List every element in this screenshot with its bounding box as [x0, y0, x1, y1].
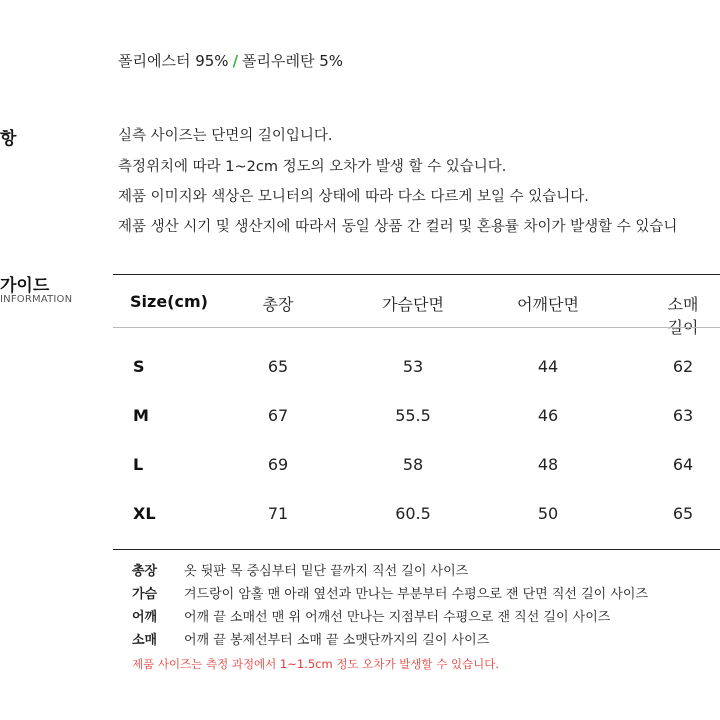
cell-total-length: 67 — [267, 406, 289, 425]
cell-shoulder-width: 46 — [537, 406, 559, 425]
cell-sleeve-length: 63 — [672, 406, 694, 425]
material-composition — [118, 50, 343, 71]
table-top-rule — [113, 274, 720, 275]
notice-line-4: 제품 생산 시기 및 생산지에 따라서 동일 상품 간 컬러 및 혼용률 차이가 발생할 수 있습니 — [118, 219, 678, 235]
size-guide-title: 가이드 — [0, 276, 50, 296]
cell-shoulder-width: 48 — [537, 455, 559, 474]
definition-item — [132, 583, 648, 602]
notice-heading: 항 — [0, 129, 17, 149]
definition-text: 겨드랑이 암홀 맨 아래 옆선과 만나는 부분부터 수평으로 잰 단면 직선 길이 사이즈 — [184, 587, 649, 602]
material-separator: / — [232, 52, 239, 70]
definition-text: 어깨 끝 소매선 맨 위 어깨선 만나는 지점부터 수평으로 잰 직선 길이 사이즈 — [184, 610, 611, 625]
measurement-warning: 제품 사이즈는 측정 과정에서 1~1.5cm 정도 오차가 발생할 수 있습니다. — [132, 657, 500, 671]
header-shoulder-width: 어깨단면 — [517, 295, 579, 314]
header-total-length: 총장 — [262, 295, 294, 314]
row-size-label: XL — [133, 504, 156, 523]
definition-term: 소매 — [132, 633, 158, 648]
cell-chest-width: 58 — [402, 455, 424, 474]
table-bottom-rule — [113, 549, 720, 550]
table-header-rule — [113, 327, 720, 328]
cell-chest-width: 60.5 — [395, 504, 431, 523]
notice-line-1: 실측 사이즈는 단면의 길이입니다. — [118, 128, 333, 144]
notice-line-2: 측정위치에 따라 1~2cm 정도의 오차가 발생 할 수 있습니다. — [118, 159, 507, 175]
definition-item — [132, 629, 489, 648]
cell-sleeve-length: 62 — [672, 357, 694, 376]
row-size-label: S — [133, 357, 145, 376]
notice-line-3: 제품 이미지와 색상은 모니터의 상태에 따라 다소 다르게 보일 수 있습니다. — [118, 189, 589, 205]
header-size: Size(cm) — [130, 292, 208, 311]
cell-total-length: 71 — [267, 504, 289, 523]
definition-text: 옷 뒷판 목 중심부터 밑단 끝까지 직선 길이 사이즈 — [184, 564, 469, 579]
definition-item — [132, 560, 468, 579]
cell-chest-width: 55.5 — [395, 406, 431, 425]
definition-term: 어깨 — [132, 610, 158, 625]
cell-shoulder-width: 50 — [537, 504, 559, 523]
definition-item — [132, 606, 610, 625]
row-size-label: M — [133, 406, 149, 425]
cell-sleeve-length: 64 — [672, 455, 694, 474]
header-sleeve-length: 소매길이 — [667, 295, 699, 337]
material-secondary: 폴리우레탄 5% — [242, 52, 344, 70]
cell-total-length: 69 — [267, 455, 289, 474]
cell-total-length: 65 — [267, 357, 289, 376]
cell-sleeve-length: 65 — [672, 504, 694, 523]
cell-chest-width: 53 — [402, 357, 424, 376]
definition-term: 총장 — [132, 564, 158, 579]
definition-term: 가슴 — [132, 587, 158, 602]
cell-shoulder-width: 44 — [537, 357, 559, 376]
definition-text: 어깨 끝 봉제선부터 소매 끝 소맷단까지의 길이 사이즈 — [184, 633, 490, 648]
row-size-label: L — [133, 455, 144, 474]
header-chest-width: 가슴단면 — [382, 295, 444, 314]
material-primary: 폴리에스터 95% — [118, 52, 229, 70]
size-guide-subtitle: INFORMATION — [0, 294, 73, 305]
